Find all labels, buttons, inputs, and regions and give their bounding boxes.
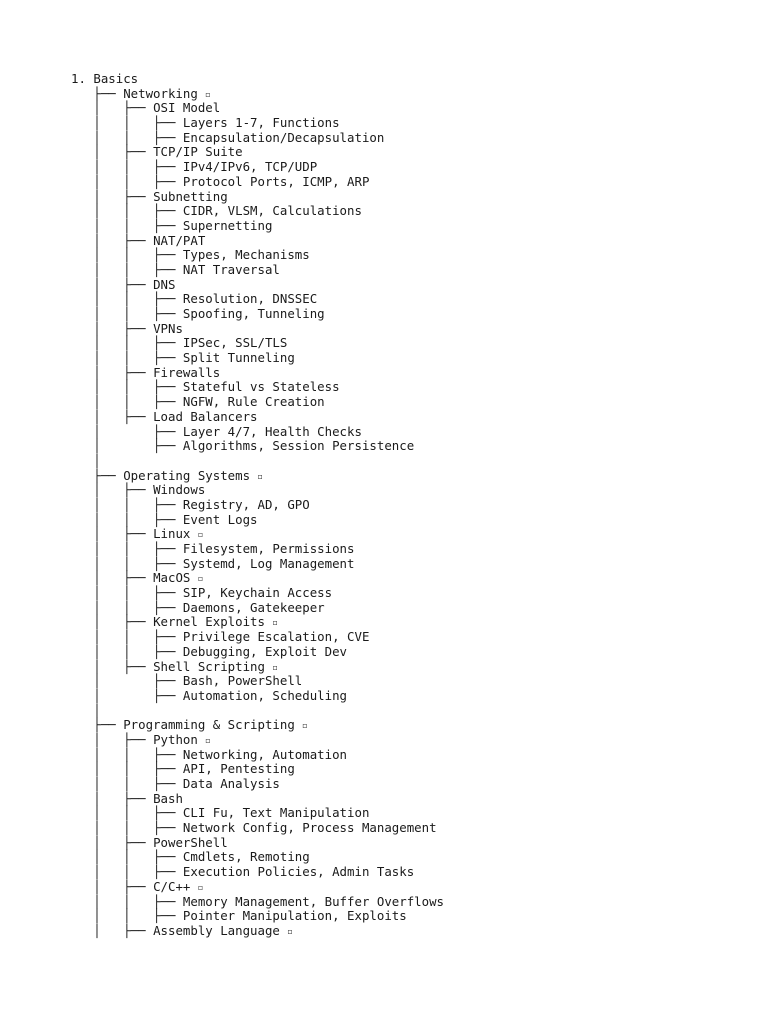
outline-line	[71, 87, 444, 102]
outline-line	[71, 160, 444, 175]
outline-line	[71, 924, 444, 939]
tree-connector: │ ├──	[71, 232, 154, 248]
tree-connector: │ │ ├──	[71, 379, 183, 395]
outline-item-label: 1. Basics	[71, 71, 139, 86]
outline-item-label: OSI Model	[153, 100, 221, 116]
outline-item-label: Pointer Manipulation, Exploits	[182, 908, 407, 924]
outline-item-label: Filesystem, Permissions	[182, 541, 355, 556]
outline-line	[71, 116, 444, 131]
outline-item-label: Networking	[123, 85, 198, 101]
outline-line	[71, 865, 444, 880]
outline-item-label: Bash	[153, 790, 183, 806]
outline-item-label: Operating Systems	[123, 467, 251, 483]
outline-item-label: Python	[153, 731, 198, 747]
square-marker-icon: ▫	[197, 574, 204, 584]
outline-line	[71, 630, 444, 645]
outline-line	[71, 454, 444, 469]
outline-line	[71, 571, 444, 586]
outline-item-label: C/C++	[153, 878, 191, 894]
outline-item-label: MacOS	[153, 570, 191, 586]
outline-line	[71, 850, 444, 865]
tree-connector: │ │ ├──	[71, 599, 183, 615]
outline-line	[71, 601, 444, 616]
outline-line	[71, 513, 444, 528]
outline-document	[71, 72, 444, 939]
outline-item-label: Daemons, Gatekeeper	[182, 599, 325, 615]
tree-connector: │ ├──	[71, 673, 183, 689]
outline-item-label: Supernetting	[182, 217, 273, 233]
outline-item-label: PowerShell	[153, 834, 228, 850]
outline-item-label: Kernel Exploits	[153, 614, 265, 630]
outline-item-label: Layers 1-7, Functions	[182, 115, 340, 131]
tree-connector: │ │ ├──	[71, 893, 183, 909]
tree-connector: │ ├──	[71, 320, 154, 336]
outline-line	[71, 660, 444, 675]
outline-item-label: Types, Mechanisms	[182, 247, 310, 263]
outline-line	[71, 395, 444, 410]
outline-item-label: Assembly Language	[153, 922, 280, 938]
outline-item-label: Shell Scripting	[153, 658, 265, 674]
outline-item-label: Event Logs	[182, 511, 258, 527]
tree-connector: ├──	[71, 717, 124, 733]
outline-line	[71, 175, 444, 190]
outline-line	[71, 806, 444, 821]
tree-connector: │ ├──	[71, 922, 154, 938]
outline-item-label: Systemd, Log Management	[182, 555, 355, 571]
outline-item-label: Linux	[153, 526, 191, 542]
outline-line	[71, 351, 444, 366]
outline-line	[71, 733, 444, 748]
outline-item-label: Execution Policies, Admin Tasks	[182, 864, 415, 880]
outline-item-label: CIDR, VLSM, Calculations	[182, 203, 362, 219]
outline-line	[71, 645, 444, 660]
outline-line	[71, 366, 444, 381]
outline-item-label: NAT Traversal	[182, 261, 280, 277]
outline-line	[71, 792, 444, 807]
outline-item-label: Data Analysis	[182, 776, 280, 791]
tree-connector: ├──	[71, 85, 124, 101]
outline-line	[71, 777, 444, 792]
tree-connector: │ ├──	[71, 276, 154, 292]
tree-connector: │ │ ├──	[71, 291, 183, 307]
square-marker-icon: ▫	[302, 721, 308, 731]
outline-item-label: IPv4/IPv6, TCP/UDP	[182, 159, 318, 175]
outline-line	[71, 263, 444, 278]
outline-line	[71, 219, 444, 234]
outline-line	[71, 880, 444, 895]
outline-line	[71, 748, 444, 763]
tree-connector: │ │ ├──	[71, 864, 183, 880]
outline-line	[71, 336, 444, 351]
tree-connector: │ ├──	[71, 423, 183, 439]
tree-connector: │ │ ├──	[71, 203, 183, 219]
outline-line	[71, 542, 444, 557]
outline-line	[71, 248, 444, 263]
outline-line	[71, 527, 444, 542]
outline-item-label: Windows	[153, 482, 206, 498]
tree-connector: │ ├──	[71, 188, 154, 204]
outline-line	[71, 762, 444, 777]
outline-item-label: IPSec, SSL/TLS	[182, 335, 288, 351]
outline-item-label: Resolution, DNSSEC	[182, 291, 318, 307]
outline-line	[71, 292, 444, 307]
outline-line	[71, 190, 444, 205]
outline-line	[71, 322, 444, 337]
tree-connector: │ ├──	[71, 100, 154, 116]
outline-line	[71, 483, 444, 498]
outline-line	[71, 410, 444, 425]
tree-connector: │ │ ├──	[71, 555, 183, 571]
tree-connector: │ │ ├──	[71, 761, 183, 777]
outline-item-label: Stateful vs Stateless	[182, 379, 340, 395]
outline-line	[71, 615, 444, 630]
outline-item-label: Layer 4/7, Health Checks	[182, 423, 362, 439]
outline-item-label: NAT/PAT	[153, 232, 206, 248]
outline-line	[71, 380, 444, 395]
outline-line	[71, 689, 444, 704]
outline-line	[71, 836, 444, 851]
outline-item-label: SIP, Keychain Access	[182, 585, 333, 601]
outline-item-label: Encapsulation/Decapsulation	[182, 129, 385, 145]
tree-connector: │ │ ├──	[71, 511, 183, 527]
square-marker-icon: ▫	[287, 926, 293, 936]
tree-connector: │ │ ├──	[71, 805, 183, 821]
outline-item-label: Privilege Escalation, CVE	[182, 629, 370, 645]
tree-connector: │ ├──	[71, 731, 154, 747]
tree-connector: │ │ ├──	[71, 820, 183, 836]
square-marker-icon: ▫	[272, 618, 278, 628]
tree-connector: │ ├──	[71, 614, 154, 630]
tree-connector: │ │ ├──	[71, 247, 183, 263]
tree-connector: │ │ ├──	[71, 585, 183, 601]
outline-item-label: Networking, Automation	[182, 746, 348, 762]
outline-line	[71, 439, 444, 454]
tree-connector: │ │ ├──	[71, 541, 183, 556]
tree-connector: │ ├──	[71, 687, 183, 703]
tree-connector: │ │ ├──	[71, 115, 183, 131]
tree-connector: │ ├──	[71, 364, 154, 380]
tree-connector: │ │ ├──	[71, 335, 183, 351]
outline-line	[71, 278, 444, 293]
outline-item-label: Spoofing, Tunneling	[182, 306, 325, 321]
tree-connector: │ ├──	[71, 438, 183, 454]
outline-item-label: Memory Management, Buffer Overflows	[182, 893, 444, 909]
outline-item-label: VPNs	[153, 320, 183, 336]
outline-item-label: Algorithms, Session Persistence	[182, 438, 415, 454]
square-marker-icon: ▫	[205, 89, 211, 99]
tree-connector: │ │ ├──	[71, 217, 183, 233]
tree-connector: │ │ ├──	[71, 159, 183, 175]
tree-connector: │ ├──	[71, 482, 154, 498]
tree-connector: │ │ ├──	[71, 306, 183, 321]
tree-connector: │ │ ├──	[71, 394, 183, 410]
outline-item-label: Protocol Ports, ICMP, ARP	[182, 173, 370, 189]
tree-connector: │ ├──	[71, 408, 154, 424]
outline-line	[71, 586, 444, 601]
outline-item-label: Registry, AD, GPO	[182, 496, 310, 512]
outline-item-label: Split Tunneling	[182, 350, 295, 366]
outline-item-label: API, Pentesting	[182, 761, 295, 777]
outline-line	[71, 909, 444, 924]
square-marker-icon: ▫	[197, 530, 204, 540]
tree-connector: ├──	[71, 467, 124, 483]
tree-connector: │ │ ├──	[71, 643, 183, 659]
square-marker-icon: ▫	[272, 662, 278, 672]
outline-line	[71, 704, 444, 719]
outline-line	[71, 674, 444, 689]
tree-connector: │ ├──	[71, 658, 154, 674]
outline-item-label: Automation, Scheduling	[182, 687, 348, 703]
outline-line	[71, 101, 444, 116]
outline-line	[71, 895, 444, 910]
outline-item-label: DNS	[153, 276, 176, 292]
square-marker-icon: ▫	[205, 735, 211, 745]
tree-connector: │ │ ├──	[71, 629, 183, 645]
outline-line	[71, 72, 444, 87]
tree-connector: │ ├──	[71, 144, 154, 160]
outline-item-label: NGFW, Rule Creation	[182, 394, 325, 410]
tree-connector: │ │ ├──	[71, 350, 183, 366]
outline-item-label: TCP/IP Suite	[153, 144, 243, 160]
tree-connector: │	[71, 702, 101, 718]
tree-connector: │ │ ├──	[71, 746, 183, 762]
tree-connector: │ │ ├──	[71, 261, 183, 277]
tree-connector: │ ├──	[71, 570, 154, 586]
tree-connector: │ │ ├──	[71, 129, 183, 145]
tree-connector: │ │ ├──	[71, 776, 183, 791]
tree-connector: │	[71, 452, 101, 468]
outline-item-label: Cmdlets, Remoting	[182, 849, 310, 865]
outline-line	[71, 145, 444, 160]
outline-line	[71, 821, 444, 836]
outline-line	[71, 498, 444, 513]
outline-item-label: Bash, PowerShell	[182, 673, 303, 689]
square-marker-icon: ▫	[197, 882, 204, 892]
outline-line	[71, 557, 444, 572]
outline-item-label: Debugging, Exploit Dev	[182, 643, 348, 659]
tree-connector: │ │ ├──	[71, 173, 183, 189]
outline-line	[71, 469, 444, 484]
square-marker-icon: ▫	[257, 471, 263, 481]
tree-connector: │ ├──	[71, 878, 154, 894]
tree-connector: │ ├──	[71, 790, 154, 806]
outline-item-label: Subnetting	[153, 188, 228, 204]
tree-connector: │ │ ├──	[71, 849, 183, 865]
tree-connector: │ ├──	[71, 834, 154, 850]
tree-connector: │ │ ├──	[71, 496, 183, 512]
outline-line	[71, 204, 444, 219]
outline-item-label: Load Balancers	[153, 408, 258, 424]
outline-item-label: CLI Fu, Text Manipulation	[182, 805, 370, 821]
outline-line	[71, 425, 444, 440]
outline-line	[71, 234, 444, 249]
outline-line	[71, 307, 444, 322]
tree-connector: │ ├──	[71, 526, 154, 542]
outline-item-label: Firewalls	[153, 364, 221, 380]
outline-line	[71, 131, 444, 146]
outline-item-label: Network Config, Process Management	[182, 820, 437, 836]
tree-connector: │ │ ├──	[71, 908, 183, 924]
outline-item-label: Programming & Scripting	[123, 717, 295, 733]
outline-line	[71, 718, 444, 733]
